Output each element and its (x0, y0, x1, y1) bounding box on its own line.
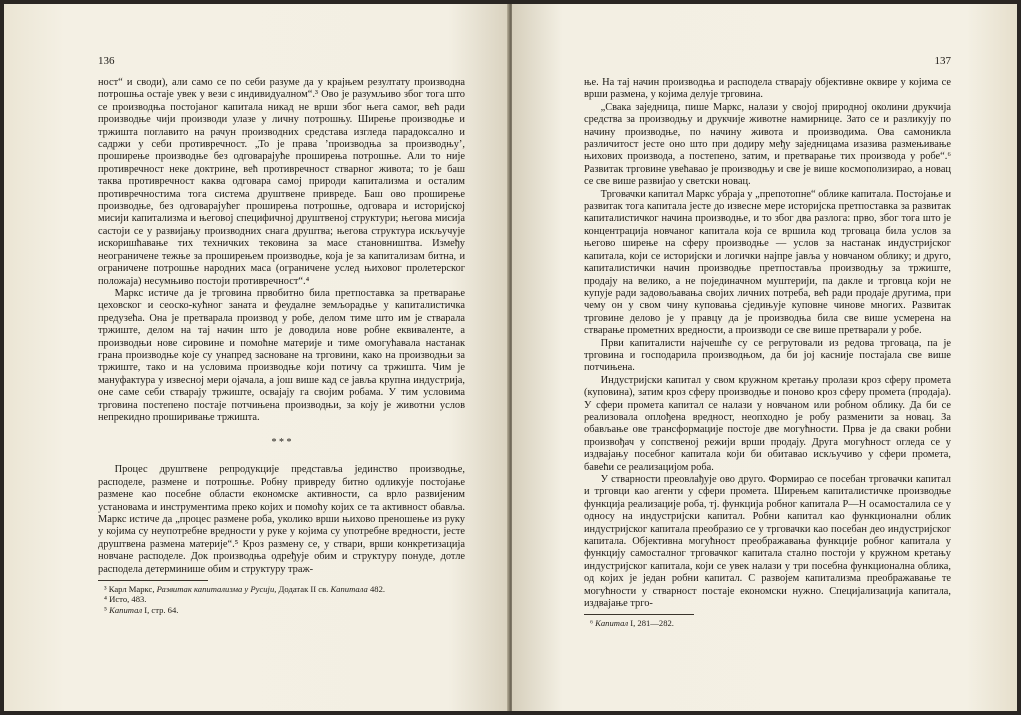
right-page (512, 4, 1017, 711)
paragraph: Први капиталисти најчешће су се регрутовали из редова трговаца, па је трговина и господарила производњом, да би јој касније постајала све више потчињена. (584, 337, 951, 374)
paragraph: „Свака заједница, пише Маркс, налази у својој природној околини друкчија средства за производњу и друкчије животне намирнице. Зато се и разликују по начину производње, по начину живота и производима. Ова самоникла различитост јесте оно што при додиру међу заједницама изазива размењивање њихових производа, а постепено, затим, и претварање тих производа у робе“.⁶ Развитак трговине увећавао је производњу и све је више космополизирао, а новац се све више развијао у светски новац. (584, 101, 951, 188)
paragraph: ност“ и своди), али само се по себи разуме да у крајњем резултату производна потрошња остаје увек у вези с индивидуалном“.³ Ово је разумљиво због тога што се производња постојаног капитала никад не врши због њега самог, већ ради производње чији производи улазе у личну потрошњу. Ширење производње и тржишта поглавито на рачун производних средстава изгледа парадоксално и садржи у себи противречност. „То је права ’производња за производњу’, проширење производње без одговарајуће проширења потрошње. Али то није противречност неке доктрине, већ противречност стварног живота; то је баш таква противречност каква одговара самој природи капитализма и осталим противречностима тога система друштвене привреде. Баш ово проширење производње, без одговарајућег проширења потрошње, одговара и историјској мисији капитализма и његовој специфичној друштвеној структури; његова мисија састоји се у развијању производних снага друштва; његова структура искључује искоришћавање тих техничких тековина за масе становништва. Између неограничене тежње за проширењем производње, која је за капитализам битна, и ограничене потрошње народних маса (ограничене услед њиховог пролетерског положаја) несумњиво постоји противречност“.⁴ (98, 77, 465, 287)
left-page-body (98, 77, 465, 576)
left-page (4, 4, 509, 711)
book-spread (4, 4, 1017, 711)
left-footnotes (98, 584, 465, 615)
page-number-right: 137 (934, 55, 951, 67)
right-page-body (584, 77, 951, 610)
paragraph: Индустријски капитал у свом кружном кретању пролази кроз сферу промета (куповина), затим кроз сферу производње и поново кроз сферу промета (продаја). У сфери промета капитал се налази у новчаном или робном облику. Да би се реализовала оплођена вредност, неопходно је робу разменити за новац. За обављање ове трансформације постоје две могућности. Прва је да сваки робни произвођач у сопственој режији врши продају. Друга могућност огледа се у издвајању посебног капитала који би обитавао искључиво у сфери промета, бавећи се реализацијом роба. (584, 374, 951, 473)
footnote: ³ Карл Маркс, Развитак капитализма у Русији, Додатак II св. Капитала 482. (104, 584, 386, 595)
paragraph: Маркс истиче да је трговина првобитно била претпоставка за претварање цеховског и сеоско-кућног заната и феудалне земљорадње у капиталистичка предузећа. Она је претварала производ у робе, делом тиме што им је стварала тржиште, делом на тај начин што је доводила нове робне еквиваленте, а производњи нове сировине и помоћне материје и тиме омогућавала настанак грана производње које су унапред засноване на трговини, како на производњи за тржиште, тако и на условима производње који потичу са тржишта. Чим је мануфактура у извесној мери ојачала, а још више кад се јавља крупна индустрија, оне саме себи стварају тржиште, освајају га својим робама. У тим условима трговина постепено постаје потчињена производњи, за коју је животни услов непрекидно проширивање тржишта. (98, 287, 465, 423)
paragraph: Трговачки капитал Маркс убраја у „препотопне“ облике капитала. Постојање и развитак тога капитала јесте до извесне мере историјска претпоставка за развитак капиталистичког начина производње, и то због два разлога: прво, због тога што је концентрација новчаног капитала која се вршила код трговаца била услов за његово ширење на сферу производње — услов за настанак индустријског капитала, који се историјски и логички најпре јавља у новчаном облику; и друго, капиталистички начин производње претпоставља производњу за тржиште, продају на велико, а не појединачном муштерији, па дакле и трговца који не купује ради задовољавања својих личних потреба, већ ради продаје другима, при чему он у свом чину куповања сједињује куповне чинове многих. Развитак трговине делово је у правцу да је производња била све више усмерена на стварање прометних вредности, а производи се све више претварали у робе. (584, 188, 952, 337)
paragraph: У стварности преовлађује ово друго. Формирао се посебан трговачки капитал и трговци као агенти у сфери промета. Ширењем капиталистичке производње функција реализације роба, тј. функција робног капитала Р—Н осамосталила се у односу на индустријски капитал. Робни капитал као функционални облик индустријског капитала преобразио се у трговачки као посебан део индустријског капитала. Објективна могућност преображавања функције робног капитала у функцију самосталног трговачког капитала стално постоји у кружном кретању индустријског капитала, који се увек налази у три посебна функционална облика, од којих је један робни капитал. С развојем капитализма преображавање те могућности у стварност постаје економски нужно. Специјализација капитала, издвајање трго- (584, 474, 951, 610)
footnote: ⁴ Исто, 483. (104, 594, 147, 605)
footnote: ⁶ Капитал I, 281—282. (590, 618, 674, 629)
footnote-rule (98, 580, 208, 581)
page-number-left: 136 (98, 55, 115, 67)
footnote-rule (584, 614, 694, 615)
footnote: ⁵ Капитал I, стр. 64. (104, 604, 179, 615)
paragraph: Процес друштвене репродукције представља јединство производње, расподеле, размене и потрошње. Робну привреду битно одликује постојање размене као посебне области економске активности, са врло развијеним установама и инструментима преко којих и помоћу којих се та активност обавља. Маркс истиче да „процес размене роба, уколико врши њихово преношење из руку у којима су неупотребне вредности у руке у којима су употребне вредности, јесте друштвена размена материје“.⁵ Кроз размену се, у ствари, врши конкретизација новчане расподеле. Док производња одређује обим и структуру понуде, дотле расподела детерминише обим и структуру траж- (98, 464, 465, 575)
paragraph: ње. На тај начин производња и расподела стварају објективне оквире у којима се врши размена, у којима делује трговина. (584, 77, 951, 101)
right-footnotes (584, 618, 951, 628)
section-separator: * * * (271, 437, 292, 449)
